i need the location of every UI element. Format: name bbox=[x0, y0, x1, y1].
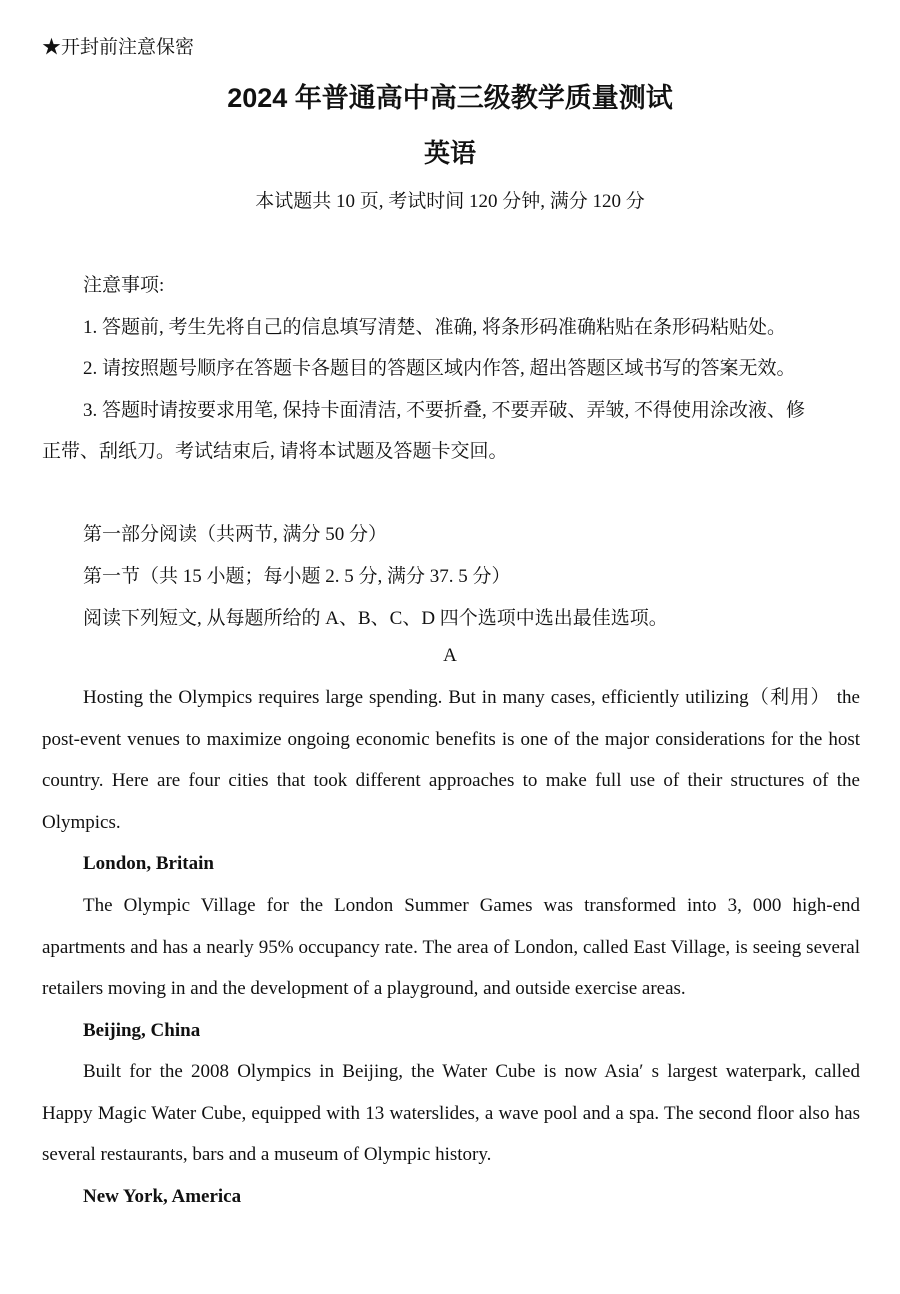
passage-intro: Hosting the Olympics requires large spending. But in many cases, efficiently utilizing（利用） the post-event venues to maximize ongoing economic benefits is one of the major considerations for the host country. Here are four cities that took different approaches to make full use of their structures of the Olympics. bbox=[42, 687, 860, 833]
london-paragraph: The Olympic Village for the London Summer Games was transformed into 3, 000 high-end apartments and has a nearly 95% occupancy rate. The area of London, called East Village, is seeing several retailers moving in and the development of a playground, and outside exercise areas. bbox=[42, 895, 860, 999]
city-heading-newyork: New York, America bbox=[83, 1186, 242, 1207]
exam-info: 本试题共 10 页, 考试时间 120 分钟, 满分 120 分 bbox=[255, 191, 645, 212]
passage-letter: A bbox=[443, 645, 457, 666]
confidential-notice: ★开封前注意保密 bbox=[42, 37, 195, 58]
city-heading-beijing: Beijing, China bbox=[83, 1020, 201, 1041]
part1-heading: 第一部分阅读（共两节, 满分 50 分） bbox=[83, 524, 388, 545]
beijing-paragraph: Built for the 2008 Olympics in Beijing, the Water Cube is now Asia′ s largest waterpark, called Happy Magic Water Cube, equipped with 13 waterslides, a wave pool and a spa. The second floor also has several restaurants, bars and a museum of Olympic history. bbox=[42, 1061, 860, 1165]
subject-title: 英语 bbox=[423, 138, 476, 168]
exam-title: 2024 年普通高中高三级教学质量测试 bbox=[227, 83, 673, 113]
notes-item-2: 2. 请按照题号顺序在答题卡各题目的答题区域内作答, 超出答题区域书写的答案无效。 bbox=[83, 358, 796, 379]
notes-item-3-line-1: 3. 答题时请按要求用笔, 保持卡面清洁, 不要折叠, 不要弄破、弄皱, 不得使用涂改液、修 bbox=[83, 400, 806, 421]
notes-heading: 注意事项: bbox=[83, 275, 165, 296]
section1-heading: 第一节（共 15 小题；每小题 2. 5 分, 满分 37. 5 分） bbox=[83, 566, 511, 587]
notes-item-1: 1. 答题前, 考生先将自己的信息填写清楚、准确, 将条形码准确粘贴在条形码粘贴处。 bbox=[83, 317, 787, 338]
city-heading-london: London, Britain bbox=[83, 853, 214, 874]
notes-item-3-line-2: 正带、刮纸刀。考试结束后, 请将本试题及答题卡交回。 bbox=[42, 441, 508, 462]
reading-instruction: 阅读下列短文, 从每题所给的 A、B、C、D 四个选项中选出最佳选项。 bbox=[83, 608, 668, 629]
